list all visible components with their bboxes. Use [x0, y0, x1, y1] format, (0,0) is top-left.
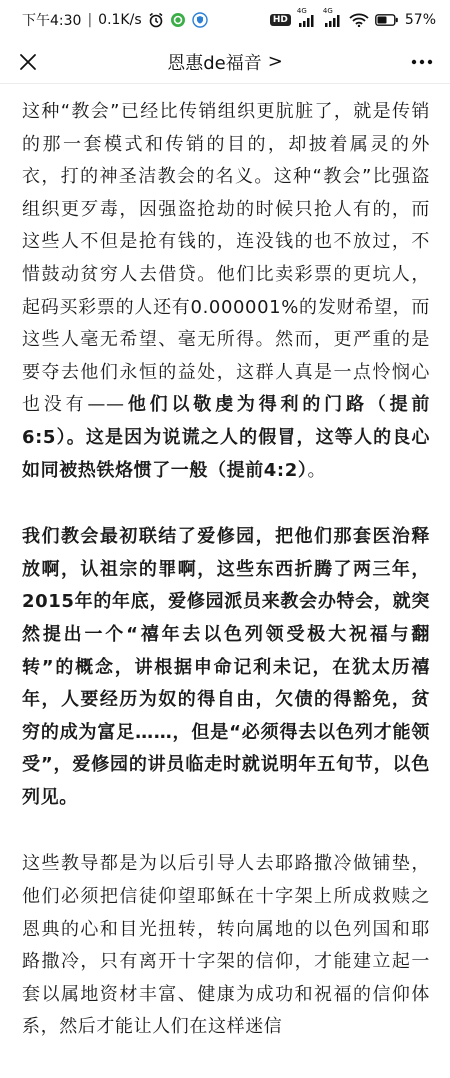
network-speed: 0.1K/s	[98, 12, 142, 28]
wifi-icon	[349, 13, 369, 27]
more-icon	[411, 59, 433, 65]
battery-icon	[375, 14, 399, 26]
battery-percent: 57%	[404, 12, 436, 28]
more-button[interactable]	[408, 48, 436, 76]
paragraph-1-text: 这种“教会”已经比传销组织更肮脏了，就是传销的那一套模式和传销的目的，却披着属灵的外衣，打的神圣洁教会的名义。这种“教会”比强盗组织更歹毒，因强盗抢劫的时候只抢人有的，而这些人不但是抢有钱的，连没钱的也不放过，不惜鼓动贫穷人去借贷。他们比卖彩票的更坑人，起码买彩票的人还有0.000001%的发财希望，而这些人毫无希望、毫无所得。然而，更严重的是要夺去他们永恒的益处，这群人真是一点怜悯心也没有——	[22, 101, 430, 416]
paragraph-1-end: 。	[307, 459, 327, 481]
close-button[interactable]	[14, 48, 42, 76]
signal-icon-2	[322, 7, 343, 27]
close-icon	[19, 53, 37, 71]
status-divider: |	[87, 12, 93, 28]
signal-icon-1	[296, 7, 317, 27]
hd-badge: HD	[270, 14, 291, 26]
chevron-right-icon: >	[267, 51, 283, 72]
signal-label-1: 4G	[296, 7, 307, 15]
account-name: 恩惠de福音	[167, 52, 262, 74]
shield-app-icon	[192, 12, 208, 28]
status-bar	[0, 0, 450, 40]
app-notification-icon	[170, 12, 186, 28]
alarm-icon	[148, 12, 164, 28]
nav-bar	[0, 40, 450, 84]
article-body	[22, 96, 430, 1078]
paragraph-1-emphasis: 他们以敬虔为得利的门路（提前6:5）。这是因为说谎之人的假冒，这等人的良心如同被热铁烙惯了一般（提前4:2）	[22, 394, 430, 481]
signal-label-2: 4G	[322, 7, 333, 15]
status-bar-right	[270, 7, 436, 28]
status-time: 下午4:30	[22, 13, 82, 29]
status-bar-left	[22, 10, 208, 30]
article-paragraph-2: 我们教会最初联结了爱修园，把他们那套医治释放啊，认祖宗的罪啊，这些东西折腾了两三年，2015年的年底，爱修园派员来教会办特会，就突然提出一个“禧年去以色列领受极大祝福与翻转”的概念，讲根据申命记利未记，在犹太历禧年，人要经历为奴的得自由，欠债的得豁免，贫穷的成为富足……，但是“必须得去以色列才能领受”，爱修园的讲员临走时就说明年五旬节，以色列见。	[22, 526, 430, 808]
article-paragraph-3: 这些教导都是为以后引导人去耶路撒冷做铺垫，他们必须把信徒仰望耶稣在十字架上所成救赎之恩典的心和目光扭转，转向属地的以色列国和耶路撒冷，只有离开十字架的信仰，才能建立起一套以属地资材丰富、健康为成功和祝福的信仰体系，然后才能让人们在这样迷信	[22, 853, 430, 1038]
article-paragraph-1	[22, 96, 430, 487]
account-title-link[interactable]	[167, 49, 283, 75]
